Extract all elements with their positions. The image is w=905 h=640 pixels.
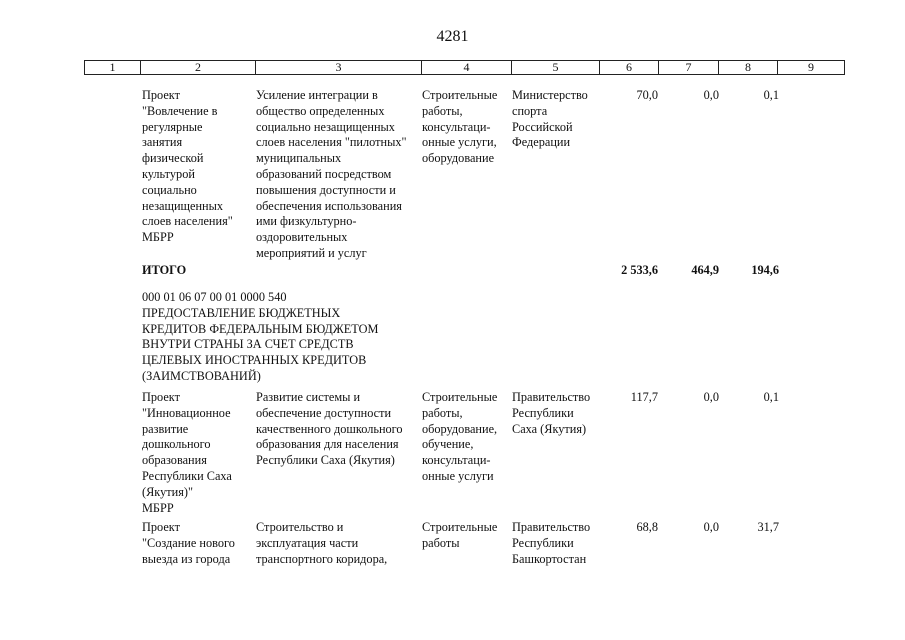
project-name-cell: Проект "Создание нового выезда из города <box>142 520 235 566</box>
column-number-6: 6 <box>599 61 658 74</box>
column-number-5: 5 <box>511 61 599 74</box>
value-col7-cell: 0,0 <box>703 520 719 534</box>
project-purpose-cell: Строительство и эксплуатация части транспортного коридора, <box>256 520 388 566</box>
total-col8: 194,6 <box>751 263 779 277</box>
value-col7-cell: 0,0 <box>703 390 719 404</box>
column-number-7: 7 <box>658 61 718 74</box>
column-number-8: 8 <box>718 61 777 74</box>
value-col8-cell: 31,7 <box>757 520 779 534</box>
value-col6-cell: 70,0 <box>636 88 658 102</box>
column-number-3: 3 <box>255 61 421 74</box>
project-purpose-cell: Усиление интеграции в общество определенных социально незащищенных слоев населения "пилотных" муниципальных образований посредством повышения доступности и обеспечения использования ими физкультурно- оздоровительных мероприятий и услуг <box>256 88 407 260</box>
column-number-header-row <box>84 60 845 75</box>
executor-cell: Правительство Республики Саха (Якутия) <box>512 390 591 436</box>
project-purpose-cell: Развитие системы и обеспечение доступности качественного дошкольного образования для населения Республики Саха (Якутия) <box>256 390 403 468</box>
project-name-cell: Проект "Вовлечение в регулярные занятия физической культурой социально незащищенных слоев населения" МБРР <box>142 88 233 245</box>
column-number-4: 4 <box>421 61 511 74</box>
total-col7: 464,9 <box>691 263 719 277</box>
value-col6-cell: 68,8 <box>636 520 658 534</box>
total-label: ИТОГО <box>142 263 187 277</box>
value-col8-cell: 0,1 <box>763 88 779 102</box>
value-col8-cell: 0,1 <box>763 390 779 404</box>
work-type-cell: Строительные работы <box>422 520 498 550</box>
work-type-cell: Строительные работы, оборудование, обучение, консультаци- онные услуги <box>422 390 498 483</box>
executor-cell: Правительство Республики Башкортостан <box>512 520 591 566</box>
page-number: 4281 <box>436 28 469 45</box>
value-col7-cell: 0,0 <box>703 88 719 102</box>
work-type-cell: Строительные работы, консультаци- онные услуги, оборудование <box>422 88 498 166</box>
column-number-2: 2 <box>140 61 255 74</box>
total-col6: 2 533,6 <box>621 263 658 277</box>
section-heading: 000 01 06 07 00 01 0000 540 ПРЕДОСТАВЛЕНИЕ БЮДЖЕТНЫХ КРЕДИТОВ ФЕДЕРАЛЬНЫМ БЮДЖЕТОМ ВНУТРИ СТРАНЫ ЗА СЧЕТ СРЕДСТВ ЦЕЛЕВЫХ ИНОСТРАННЫХ КРЕДИТОВ (ЗАИМСТВОВАНИЙ) <box>142 290 379 383</box>
column-number-9: 9 <box>777 61 844 74</box>
executor-cell: Министерство спорта Российской Федерации <box>512 88 588 150</box>
project-name-cell: Проект "Инновационное развитие дошкольного образования Республики Саха (Якутия)" МБРР <box>142 390 232 515</box>
column-number-1: 1 <box>109 60 116 74</box>
value-col6-cell: 117,7 <box>630 390 658 404</box>
